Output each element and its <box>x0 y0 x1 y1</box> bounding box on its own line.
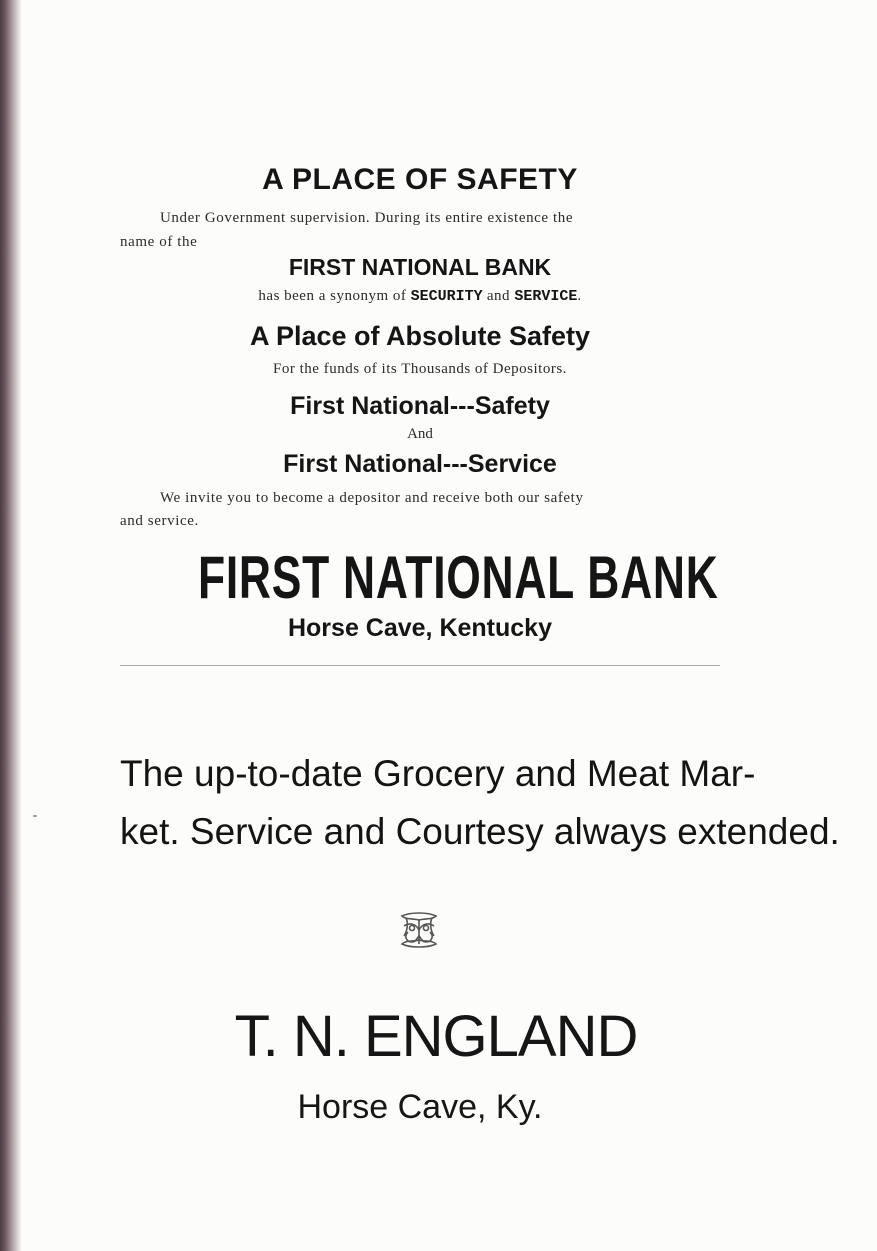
synonym-period: . <box>577 288 582 304</box>
grocery-line-2: ket. Service and Courtesy always extended. <box>120 811 840 852</box>
intro-line-2: name of the <box>120 234 198 250</box>
intro-paragraph <box>120 206 720 254</box>
paper-speck <box>33 815 37 817</box>
bank-name-small: FIRST NATIONAL BANK <box>288 254 552 280</box>
ad-heading: A PLACE OF SAFETY <box>262 163 578 196</box>
grocery-line-1: The up-to-date Grocery and Meat Mar- <box>120 753 756 794</box>
funds-line: For the funds of its Thousands of Depositors. <box>273 361 567 377</box>
grocery-description <box>120 745 840 861</box>
merchant-location: Horse Cave, Ky. <box>297 1088 543 1126</box>
divider-rule <box>120 665 720 666</box>
merchant-name: T. N. ENGLAND <box>234 1004 638 1069</box>
synonym-service: SERVICE <box>514 288 578 305</box>
synonym-security: SECURITY <box>410 288 483 305</box>
invite-paragraph <box>120 487 720 533</box>
bank-name-large: FIRST NATIONAL BANK <box>198 544 719 611</box>
fleuron-ornament-icon <box>398 910 440 950</box>
synonym-and: and <box>482 288 515 304</box>
intro-line-1: Under Government supervision. During its entire existence the <box>160 210 574 226</box>
book-binding-shadow <box>0 0 22 1251</box>
slogan-service: First National---Service <box>283 450 557 478</box>
synonym-prefix: has been a synonym of <box>258 288 411 304</box>
bank-location: Horse Cave, Kentucky <box>287 614 552 642</box>
absolute-safety-heading: A Place of Absolute Safety <box>249 321 591 351</box>
invite-line-1: We invite you to become a depositor and receive both our safety <box>160 490 584 506</box>
slogan-safety: First National---Safety <box>290 392 550 420</box>
slogan-and: And <box>407 426 433 442</box>
invite-line-2: and service. <box>120 513 199 529</box>
synonym-line <box>120 288 720 305</box>
